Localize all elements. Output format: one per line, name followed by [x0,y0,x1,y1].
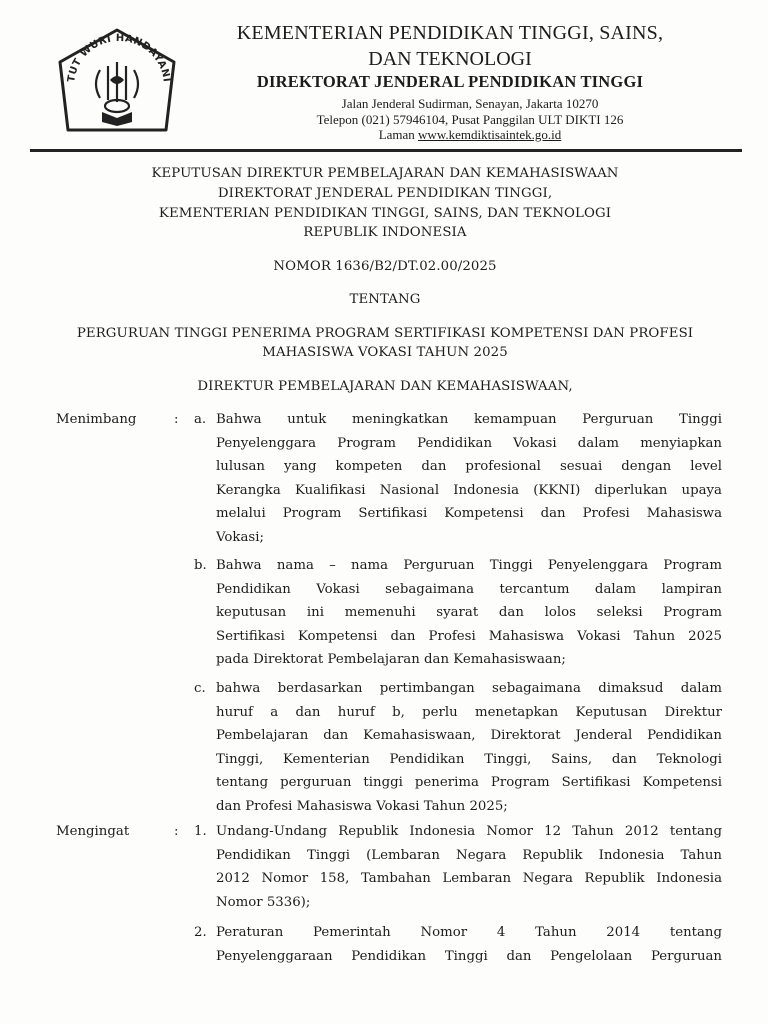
menimbang-b-marker: b. [194,558,207,573]
menimbang-label: Menimbang [56,412,137,427]
mengingat-colon: : [174,824,179,839]
ministry-name-line1: KEMENTERIAN PENDIDIKAN TINGGI, SAINS, [236,22,664,44]
decree-title-line1: PERGURUAN TINGGI PENERIMA PROGRAM SERTIFIKASI KOMPETENSI DAN PROFESI [76,326,694,341]
text-line: Bahwa nama – nama Perguruan Tinggi Penyelenggara Program [216,558,722,573]
text-line: Tinggi, Kementerian Pendidikan Tinggi, Sains, dan Teknologi [216,751,722,767]
menimbang-c-marker: c. [194,681,206,696]
text-line: Sertifikasi Kompetensi dan Profesi Mahasiswa Vokasi Tahun 2025 [216,628,722,644]
menimbang-b-text [216,554,722,672]
address-line: Jalan Jenderal Sudirman, Senayan, Jakarta 10270 [341,96,599,111]
text-line: Penyelenggara Program Pendidikan Vokasi dalam menyiapkan [216,435,722,451]
mengingat-1-text [216,820,722,914]
text-line: Undang-Undang Republik Indonesia Nomor 12 Tahun 2012 tentang [216,824,722,839]
tut-wuri-handayani-logo [52,26,182,144]
letterhead-divider [30,149,742,152]
text-line: Pembelajaran dan Kemahasiswaan, Direktorat Jenderal Pendidikan [216,728,722,743]
decree-heading-line1: KEPUTUSAN DIREKTUR PEMBELAJARAN DAN KEMAHASISWAAN [151,166,619,181]
mengingat-1-marker: 1. [194,824,207,839]
directorate-name: DIREKTORAT JENDERAL PENDIDIKAN TINGGI [256,72,644,91]
text-line: Kerangka Kualifikasi Nasional Indonesia (KKNI) diperlukan upaya [216,482,722,498]
text-line: keputusan ini memenuhi syarat dan lolos seleksi Program [216,605,722,620]
text-line: melalui Program Sertifikasi Kompetensi dan Profesi Mahasiswa [216,506,722,521]
svg-text:TUT WURI HANDAYANI: TUT WURI HANDAYANI [66,32,172,83]
text-line: 2012 Nomor 158, Tambahan Lembaran Negara Republik Indonesia [216,871,722,886]
text-line: Pendidikan Tinggi (Lembaran Negara Republik Indonesia Tahun [216,847,722,863]
text-line: dan Profesi Mahasiswa Vokasi Tahun 2025; [216,798,508,814]
menimbang-a-marker: a. [194,412,207,427]
text-line: tentang perguruan tinggi penerima Program Sertifikasi Kompetensi [216,775,722,790]
menimbang-a-text [216,408,722,549]
director-title: DIREKTUR PEMBELAJARAN DAN KEMAHASISWAAN, [197,379,573,394]
decree-heading-line4: REPUBLIK INDONESIA [303,225,467,240]
decree-heading-line3: KEMENTERIAN PENDIDIKAN TINGGI, SAINS, DAN TEKNOLOGI [158,206,612,221]
menimbang-c-text [216,677,722,818]
ministry-name-line2: DAN TEKNOLOGI [368,48,532,70]
mengingat-2-marker: 2. [194,925,207,940]
text-line: Bahwa untuk meningkatkan kemampuan Perguruan Tinggi [216,412,722,427]
text-line: bahwa berdasarkan pertimbangan sebagaimana dimaksud dalam [216,681,722,696]
phone-line: Telepon (021) 57946104, Pusat Panggilan ULT DIKTI 126 [316,112,624,127]
tentang-label: TENTANG [349,292,421,307]
text-line: Nomor 5336); [216,894,311,910]
menimbang-colon: : [174,412,179,427]
text-line: Pendidikan Vokasi sebagaimana tercantum dalam lampiran [216,581,722,597]
website-line [270,126,670,143]
text-line: Vokasi; [216,529,264,545]
text-line: Penyelenggaraan Pendidikan Tinggi dan Pengelolaan Perguruan [216,948,722,964]
mengingat-2-text [216,921,722,968]
text-line: pada Direktorat Pembelajaran dan Kemahasiswaan; [216,652,566,667]
decree-heading-line2: DIREKTORAT JENDERAL PENDIDIKAN TINGGI, [217,186,553,201]
decree-title-line2: MAHASISWA VOKASI TAHUN 2025 [262,345,508,360]
text-line: lulusan yang kompeten dan profesional sesuai dengan level [216,459,722,474]
website-link[interactable]: www.kemdiktisaintek.go.id [418,127,562,142]
text-line: huruf a dan huruf b, perlu menetapkan Keputusan Direktur [216,704,722,720]
text-line: Peraturan Pemerintah Nomor 4 Tahun 2014 tentang [216,925,722,940]
decree-number: NOMOR 1636/B2/DT.02.00/2025 [273,259,497,274]
mengingat-label: Mengingat [56,824,130,839]
website-prefix: Laman [378,127,419,142]
